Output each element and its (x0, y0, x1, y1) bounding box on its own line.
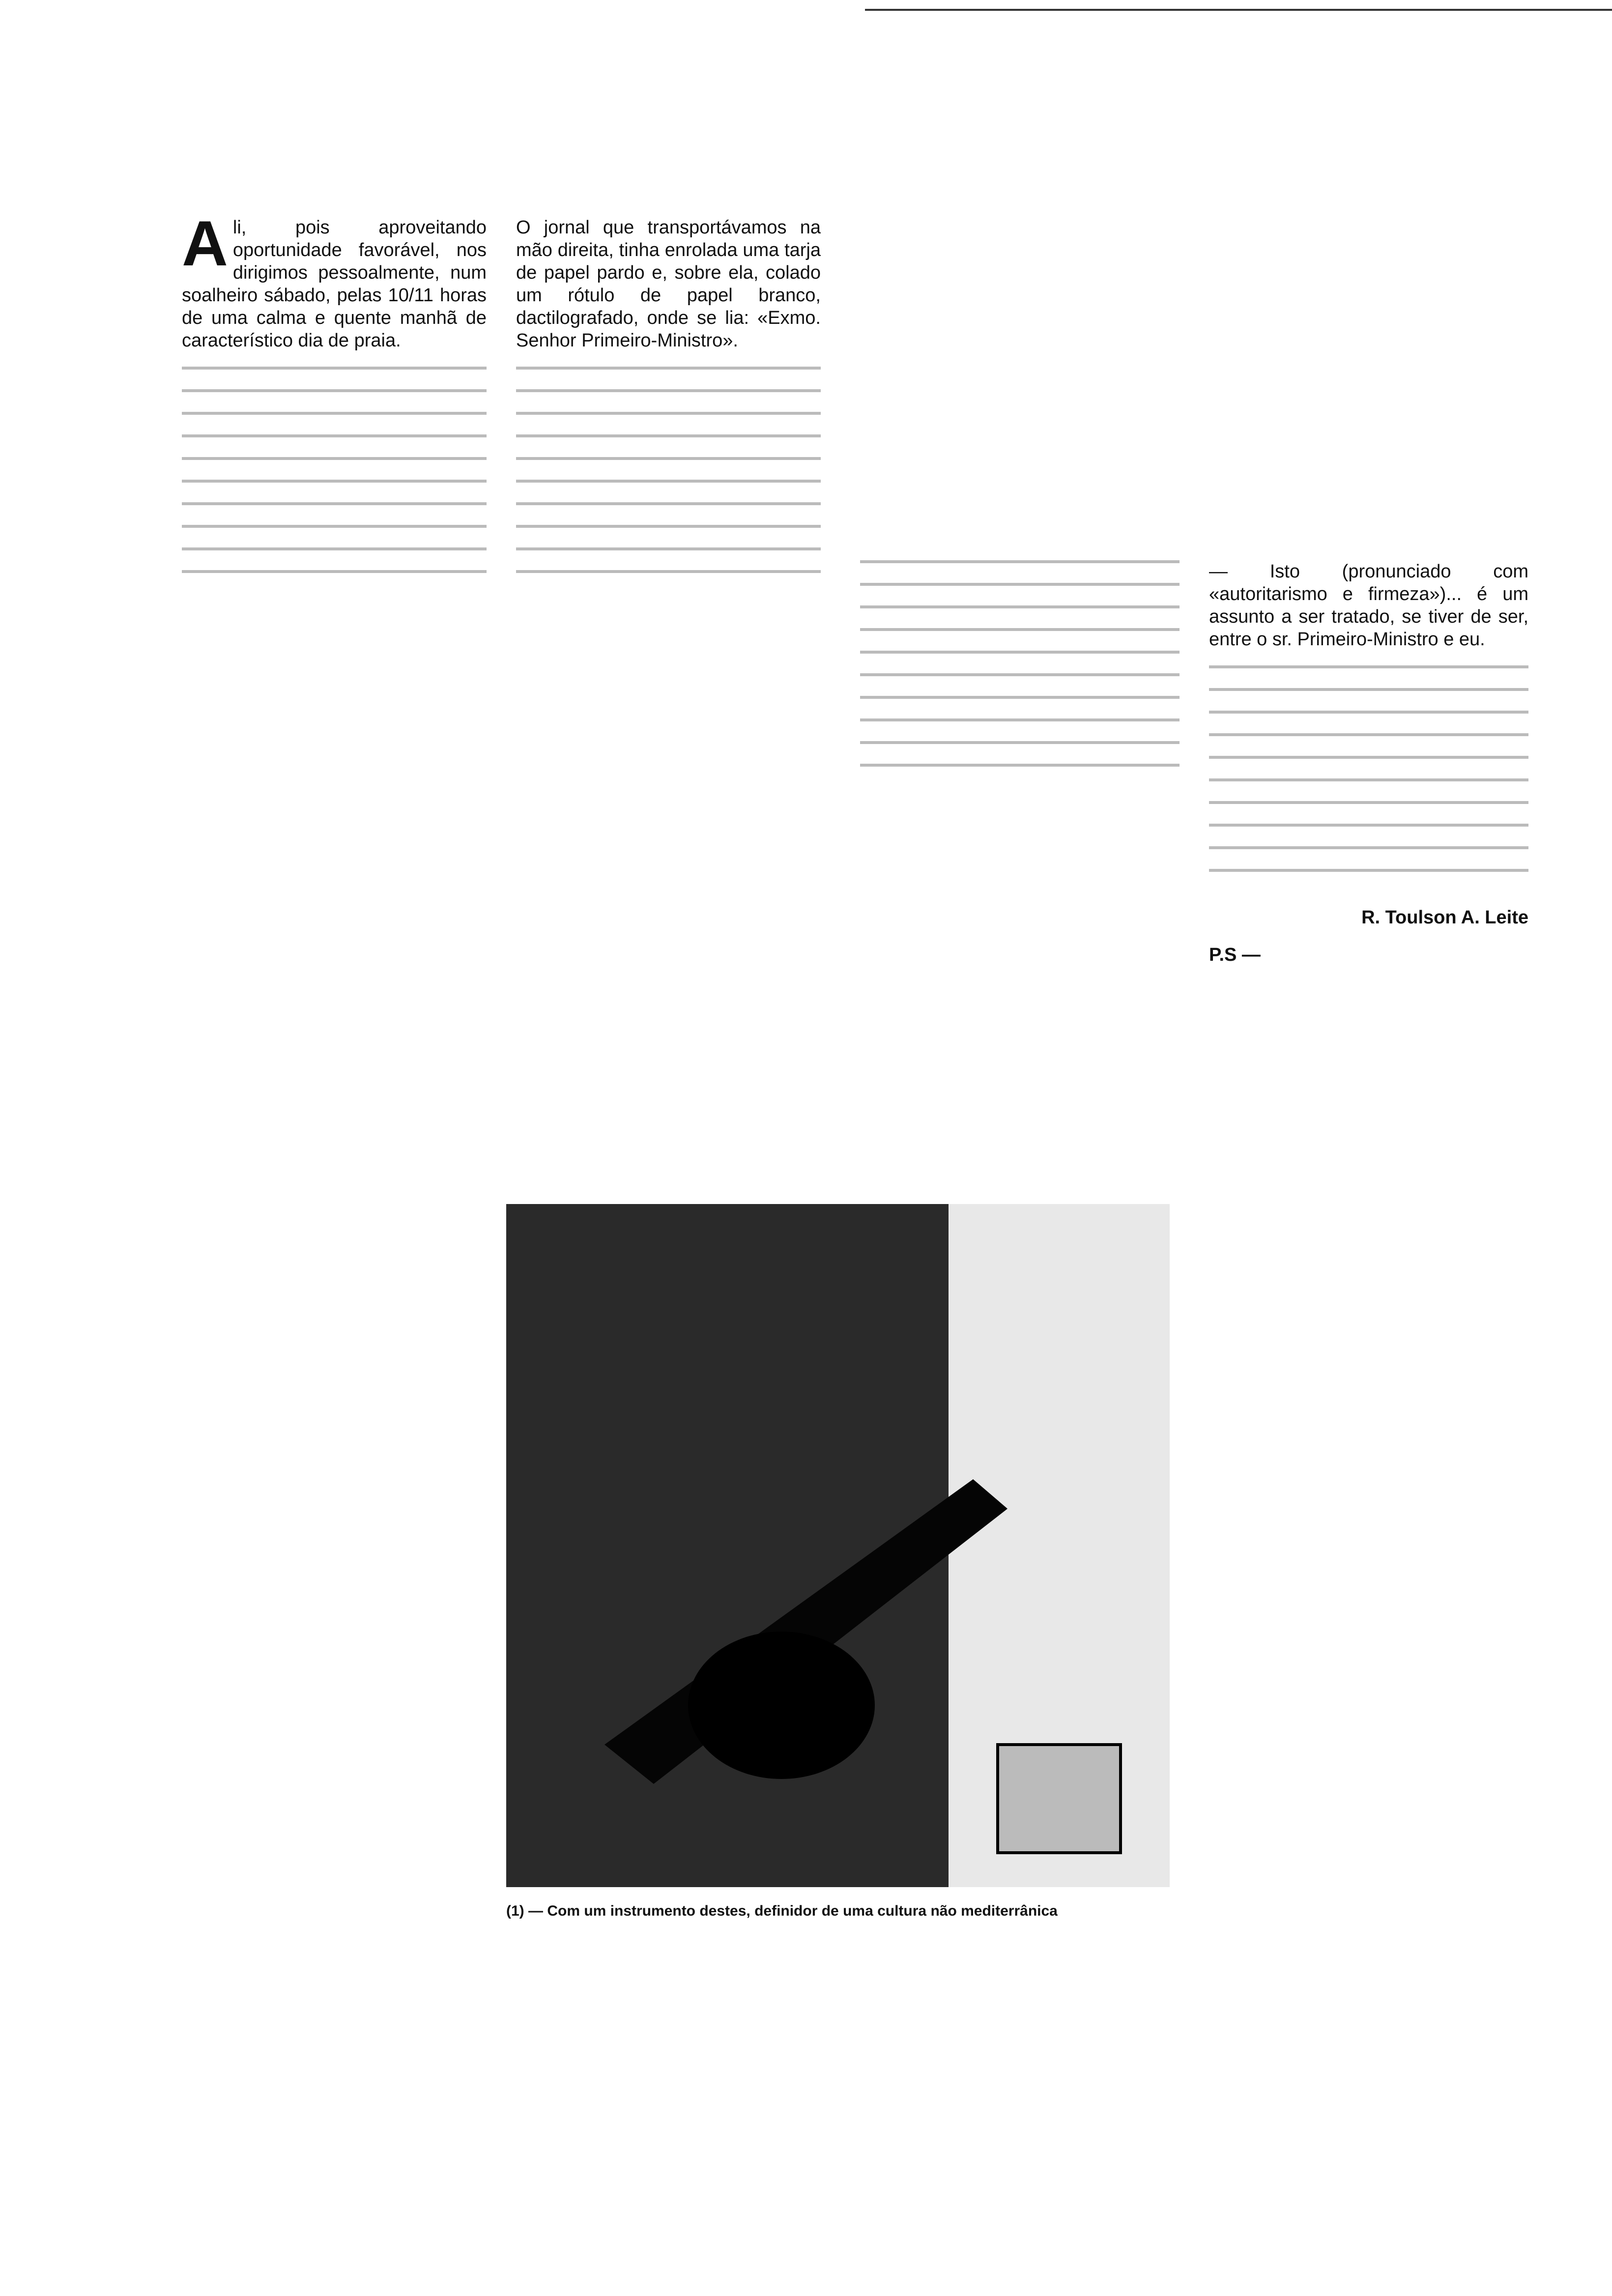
article-photo (506, 1204, 1170, 1887)
drop-cap: A (182, 207, 228, 279)
article-column-3 (860, 560, 1180, 801)
article-column-1 (182, 207, 487, 607)
photo-caption: (1) — Com um instrumento destes, definidor de uma cultura não mediterrânica (506, 1903, 1058, 1919)
author-signature: R. Toulson A. Leite (1361, 907, 1528, 928)
boot-jack-illustration (506, 1204, 1170, 1887)
article-column-4 (1209, 560, 1528, 981)
article-paragraph: O jornal que transportávamos na mão direita, tinha enrolada uma tarja de papel pardo e, sobre ela, colado um rótulo de papel branco, dactilografado, onde se lia: «Exmo. Senhor Primeiro-Ministro». (516, 217, 821, 351)
article-paragraph: — Isto (pronunciado com «autoritarismo e firmeza»)... é um assunto a ser tratado, se tiver de ser, entre o sr. Primeiro-Ministro e eu. (1209, 561, 1528, 650)
unreadable-text-block (1209, 665, 1528, 891)
unreadable-text-block (516, 367, 821, 593)
article-opening: li, pois aproveitando oportunidade favorável, nos dirigimos pessoalmente, num soalheiro sábado, pelas 10/11 horas de uma calma e quente manhã de característico dia de praia. (182, 217, 487, 351)
unreadable-text-block (182, 367, 487, 593)
postscript-heading: P.S — (1209, 945, 1261, 965)
top-rule (865, 9, 1612, 11)
article-column-2 (516, 216, 821, 607)
unreadable-text-block (860, 560, 1180, 786)
